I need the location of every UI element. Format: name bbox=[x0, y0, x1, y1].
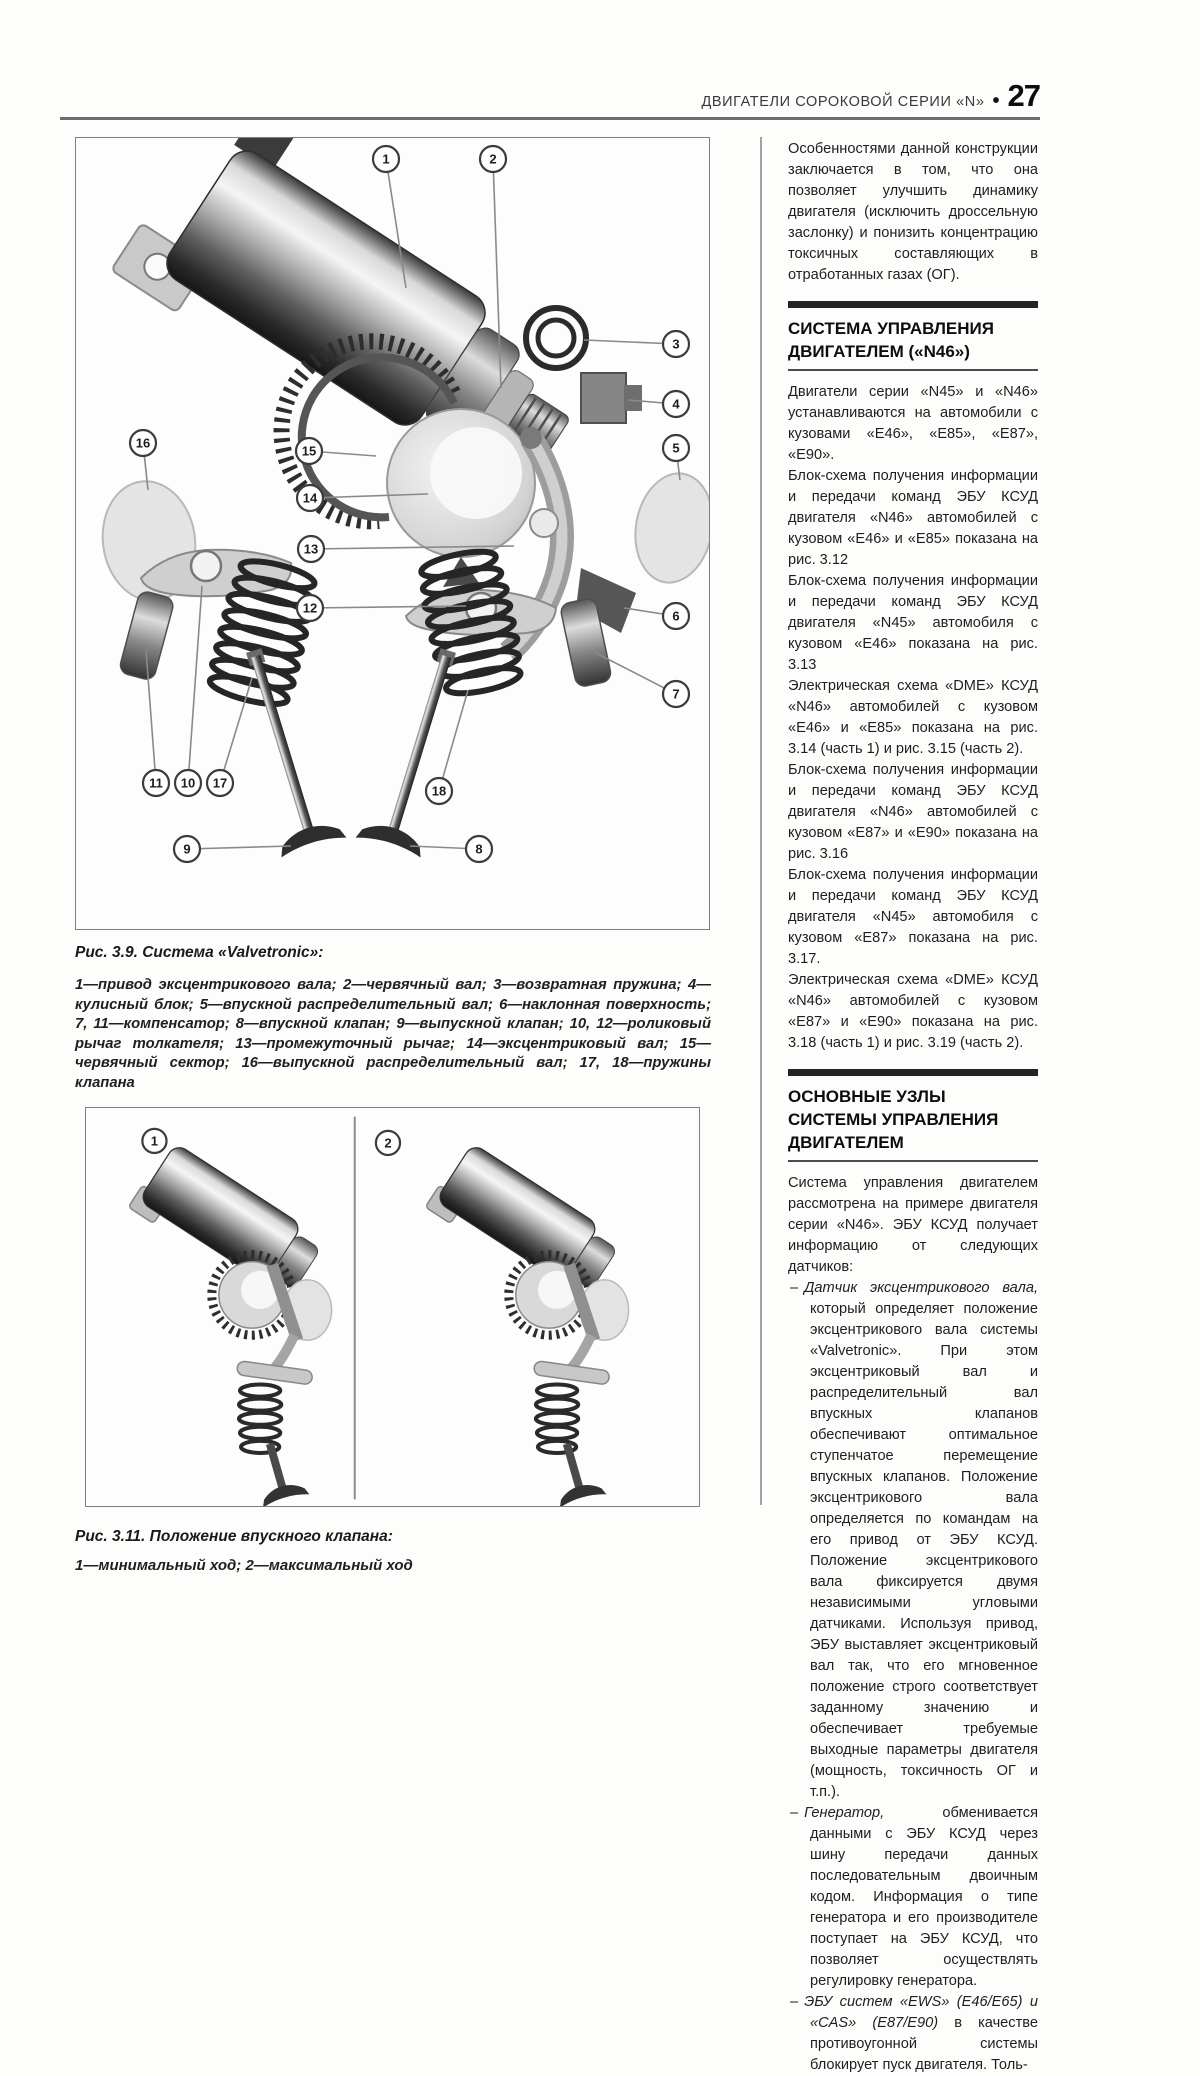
callout-7 bbox=[596, 653, 689, 707]
section-title: СИСТЕМА УПРАВЛЕНИЯ ДВИГАТЕЛЕМ («N46») bbox=[788, 319, 994, 361]
section-rule bbox=[788, 1160, 1038, 1162]
callout-2 bbox=[376, 1131, 400, 1155]
return-spring bbox=[526, 308, 586, 368]
svg-text:12: 12 bbox=[302, 600, 318, 616]
paragraph: Блок-схема получения информации и передачи команд ЭБУ КСУД двигателя «N45» автомобиля с кузовом «Е46» показана на рис. 3.13 bbox=[788, 573, 1038, 673]
svg-text:1: 1 bbox=[150, 1133, 159, 1149]
figure-3-11-caption: Рис. 3.11. Положение впускного клапана: bbox=[75, 1528, 393, 1545]
svg-text:16: 16 bbox=[135, 435, 151, 451]
paragraph: Электрическая схема «DME» КСУД «N46» автомобилей с кузовом «Е87» и «Е90» показана на рис. 3.18 (часть 1) и рис. 3.19 (часть 2). bbox=[788, 972, 1038, 1051]
valve-position-max-lift bbox=[425, 1140, 628, 1506]
callout-9 bbox=[174, 836, 291, 862]
svg-text:2: 2 bbox=[489, 151, 497, 167]
section-main-units bbox=[788, 1069, 1038, 2076]
bullet-lead: Датчик эксцентрикового вала, bbox=[804, 1280, 1038, 1296]
bullet-dash: – bbox=[790, 1805, 799, 1821]
svg-text:5: 5 bbox=[672, 440, 680, 456]
bullet-lead: ЭБУ систем «EWS» (Е46/Е65) и «CAS» (Е87/Е90) bbox=[804, 1994, 1038, 2031]
figure-3-9-legend: 1—привод эксцентрикового вала; 2—червячный вал; 3—возвратная пружина; 4—кулисный блок; 5—впускной распределительный вал; 6—наклонная поверхность; 7, 11—компенсатор; 8—впускной клапан; 9—выпускной клапан; 10, 12—роликовый рычаг толкателя; 13—промежуточный рычаг; 14—эксцентриковый вал; 15—червячный сектор; 16—выпускной распределительный вал; 17, 18—пружины клапана bbox=[75, 977, 711, 1091]
figure-3-11-legend: 1—минимальный ход; 2—максимальный ход bbox=[75, 1557, 413, 1574]
svg-text:18: 18 bbox=[431, 783, 447, 799]
paragraph: Двигатели серии «N45» и «N46» устанавливаются на автомобили с кузовами «Е46», «Е85», «Е87», «Е90». bbox=[788, 384, 1038, 463]
paragraph: Блок-схема получения информации и передачи команд ЭБУ КСУД двигателя «N45» автомобиля с кузовом «Е87» показана на рис. 3.17. bbox=[788, 867, 1038, 967]
page-header bbox=[60, 78, 1040, 114]
column-divider bbox=[760, 137, 762, 1505]
bullet-lead: Генератор, bbox=[804, 1805, 885, 1821]
valve-position-min-lift bbox=[128, 1140, 331, 1506]
guide-block bbox=[581, 373, 642, 423]
svg-text:2: 2 bbox=[384, 1135, 392, 1151]
section-rule bbox=[788, 369, 1038, 371]
svg-text:17: 17 bbox=[212, 775, 228, 791]
section-bullets bbox=[788, 1278, 1038, 2076]
svg-text:7: 7 bbox=[672, 686, 680, 702]
section-title: ОСНОВНЫЕ УЗЛЫ СИСТЕМЫ УПРАВЛЕНИЯ ДВИГАТЕЛЕМ bbox=[788, 1087, 999, 1152]
bullet-item: – ЭБУ систем «EWS» (Е46/Е65) и «CAS» (Е87/Е90) в качестве противоугонной системы блокирует пуск двигателя. Толь- bbox=[790, 1994, 1038, 2073]
callout-3 bbox=[584, 331, 689, 357]
bullet-dash: – bbox=[790, 1994, 799, 2010]
figure-3-11-box bbox=[85, 1107, 700, 1507]
header-title: ДВИГАТЕЛИ СОРОКОВОЙ СЕРИИ «N» bbox=[701, 94, 985, 110]
bullet-item: – Генератор, обменивается данными с ЭБУ КСУД через шину передачи данных последовательным двоичным кодом. Информация о типе генератора и его производителе поступает на ЭБУ КСУД, что позволяет осуществлять регулировку генератора. bbox=[790, 1805, 1038, 1989]
figure-3-9-box bbox=[75, 137, 710, 930]
svg-text:8: 8 bbox=[475, 841, 483, 857]
header-rule bbox=[60, 117, 1040, 120]
section-intro: Система управления двигателем рассмотрена на примере двигателя серии «N46». ЭБУ КСУД получает информацию от следующих датчиков: bbox=[788, 1175, 1038, 1275]
bullet-dash: – bbox=[790, 1280, 799, 1296]
header-bullet: • bbox=[992, 90, 1000, 112]
paragraph: Электрическая схема «DME» КСУД «N46» автомобилей с кузовом «Е46» и «Е85» показана на рис. 3.14 (часть 1) и рис. 3.15 (часть 2). bbox=[788, 678, 1038, 757]
section-top-bar bbox=[788, 301, 1038, 308]
svg-text:11: 11 bbox=[149, 775, 163, 791]
callout-6 bbox=[624, 603, 689, 629]
section-engine-management bbox=[788, 301, 1038, 1054]
svg-text:10: 10 bbox=[180, 775, 196, 791]
paragraph: Блок-схема получения информации и передачи команд ЭБУ КСУД двигателя «N46» автомобилей с кузовом «Е87» и «Е90» показана на рис. 3.16 bbox=[788, 762, 1038, 862]
svg-text:13: 13 bbox=[303, 541, 319, 557]
svg-text:14: 14 bbox=[302, 490, 318, 506]
section-paragraphs bbox=[788, 382, 1038, 1054]
figure-3-11-diagram bbox=[86, 1108, 699, 1506]
callout-15 bbox=[296, 438, 376, 464]
svg-text:9: 9 bbox=[183, 841, 191, 857]
figure-3-9-caption: Рис. 3.9. Система «Valvetronic»: bbox=[75, 944, 324, 961]
intro-paragraph: Особенностями данной конструкции заключается в том, что она позволяет улучшить динамику двигателя (исключить дроссельную заслонку) и понизить концентрацию токсичных составляющих в отработанных газах (ОГ). bbox=[788, 141, 1038, 283]
svg-text:3: 3 bbox=[672, 336, 680, 352]
bullet-item: – Датчик эксцентрикового вала, который определяет положение эксцентрикового вала системы «Valvetronic». При этом эксцентриковый вал и распределительный вал впускных клапанов обеспечивают оптимальное ступенчатое перемещение впускных клапанов. Положение эксцентрикового вала определяется по командам на его привод от ЭБУ КСУД. Положение эксцентрикового вала фиксируется двумя независимыми угловыми датчиками. Используя привод, ЭБУ выставляет эксцентриковый вал так, что его мгновенное положение строго соответствует заданному значению и обеспечивает требуемые выходные параметры двигателя (мощность, токсичность ОГ и т.п.). bbox=[790, 1280, 1038, 1800]
intake-valve bbox=[356, 641, 481, 858]
callout-1 bbox=[142, 1129, 166, 1153]
intake-camshaft-lobe bbox=[627, 467, 709, 589]
right-text-column bbox=[788, 139, 1038, 2076]
svg-text:15: 15 bbox=[301, 443, 317, 459]
page-number: 27 bbox=[1007, 78, 1040, 113]
svg-text:6: 6 bbox=[672, 608, 680, 624]
svg-text:4: 4 bbox=[672, 396, 680, 412]
callout-8 bbox=[410, 836, 492, 862]
section-top-bar bbox=[788, 1069, 1038, 1076]
callout-10 bbox=[175, 586, 202, 796]
paragraph: Блок-схема получения информации и передачи команд ЭБУ КСУД двигателя «N46» автомобилей с кузовом «Е46» и «Е85» показана на рис. 3.12 bbox=[788, 468, 1038, 568]
figure-3-9-diagram bbox=[76, 138, 709, 929]
svg-text:1: 1 bbox=[382, 151, 390, 167]
